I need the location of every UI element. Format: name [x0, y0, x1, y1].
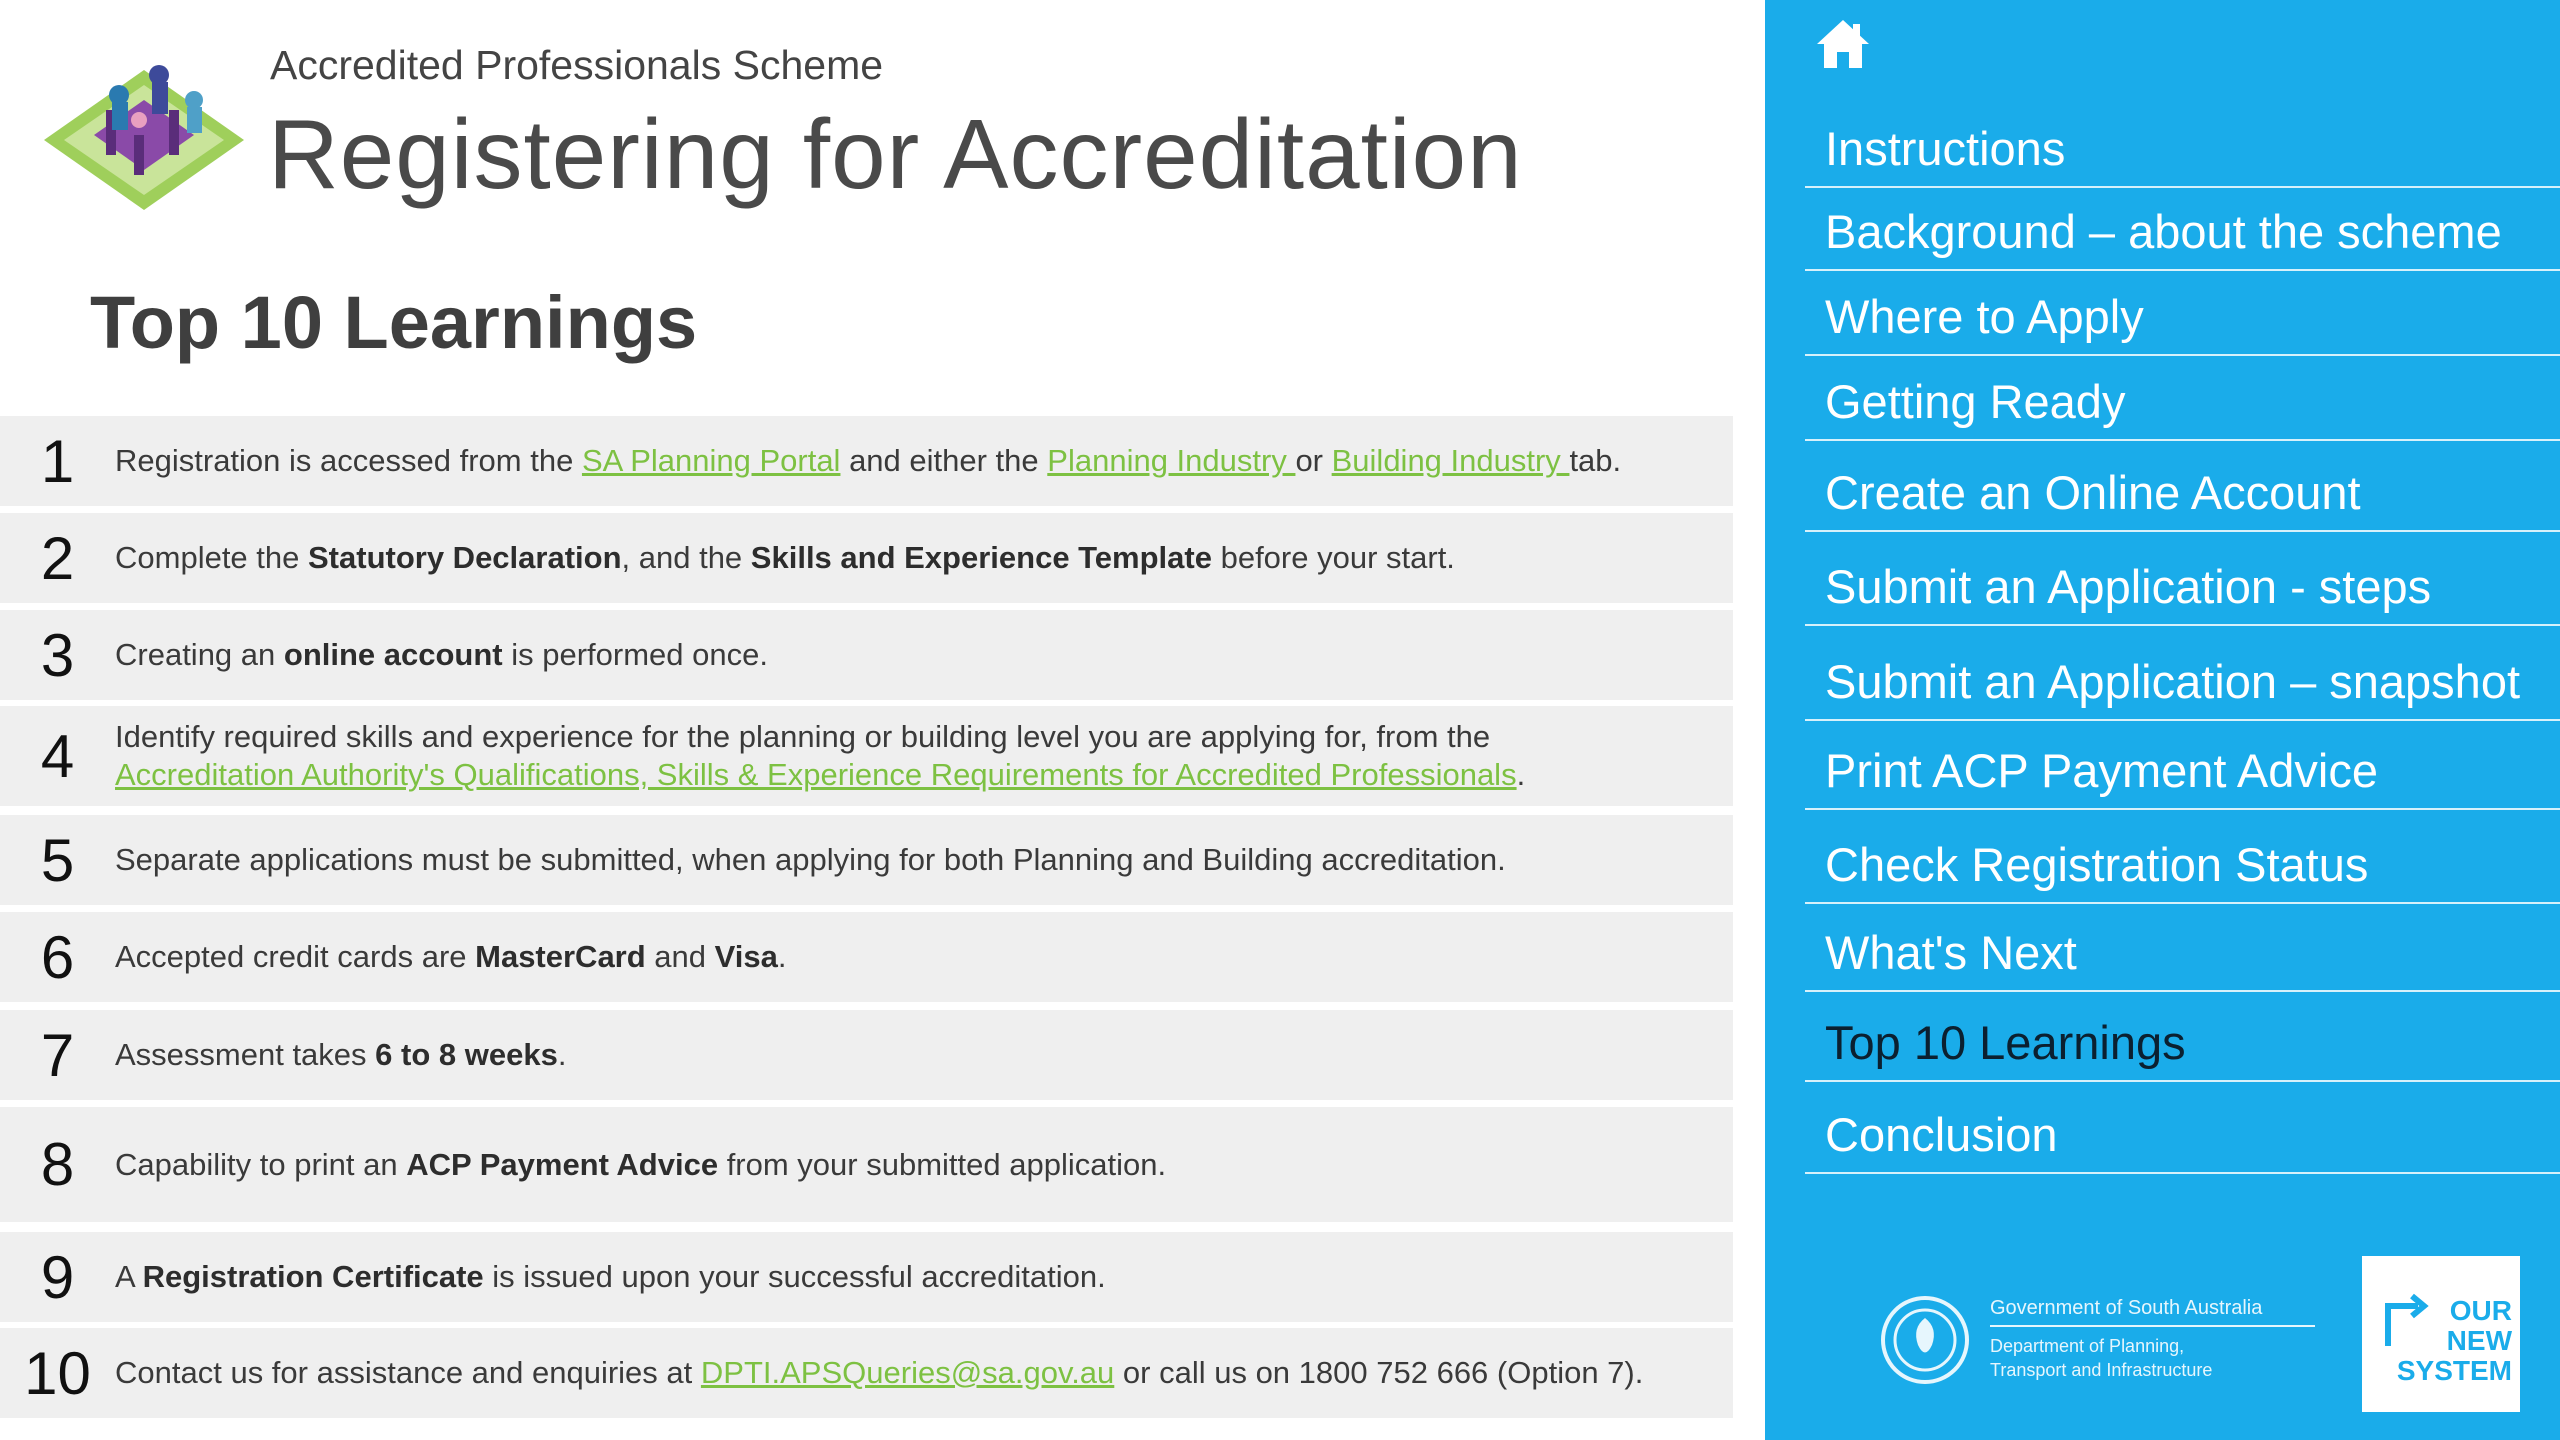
- nav-item[interactable]: [1805, 625, 2560, 721]
- section-title: Top 10 Learnings: [90, 281, 698, 364]
- learning-row: [0, 815, 1733, 905]
- learning-link[interactable]: SA Planning Portal: [581, 443, 841, 478]
- learning-text-segment: A: [115, 1259, 143, 1294]
- learning-link[interactable]: Building Industry: [1331, 443, 1570, 478]
- learning-text-segment: .: [1516, 757, 1526, 792]
- learning-text: [115, 1354, 1643, 1392]
- nav-item[interactable]: [1805, 530, 2560, 626]
- learning-emphasis: online account: [283, 637, 503, 672]
- learning-text-segment: Contact us for assistance and enquiries at: [115, 1355, 701, 1390]
- gov-line3: Transport and Infrastructure: [1990, 1360, 2213, 1380]
- our-new-system-logo: [2362, 1256, 2520, 1412]
- learning-text-segment: Separate applications must be submitted, when applying for both Planning and Building accreditation.: [115, 842, 1506, 877]
- nav-item[interactable]: [1805, 270, 2560, 356]
- nav-item-label: Submit an Application - steps: [1825, 560, 2432, 613]
- nav-item[interactable]: [1805, 355, 2560, 441]
- learning-number: 7: [40, 1021, 75, 1089]
- nav-item[interactable]: [1805, 808, 2560, 904]
- gov-line1: Government of South Australia: [1990, 1297, 2263, 1319]
- nav-item-label: Background – about the scheme: [1825, 205, 2502, 258]
- learning-number: 5: [40, 826, 75, 894]
- learning-row: [0, 706, 1733, 806]
- ons-line1: OUR: [2449, 1295, 2512, 1326]
- nav-item[interactable]: [1805, 1082, 2560, 1174]
- learning-emphasis: 6 to 8 weeks: [375, 1037, 558, 1072]
- learning-text: [115, 841, 1506, 879]
- learning-text-segment: tab.: [1569, 443, 1622, 478]
- learning-text-segment: is issued upon your successful accreditation.: [483, 1259, 1106, 1294]
- learning-text-segment: Creating an: [115, 637, 284, 672]
- home-icon[interactable]: [1813, 16, 1873, 72]
- learning-text: [115, 636, 768, 674]
- learning-row: [0, 610, 1733, 700]
- learning-text-segment: , and the: [621, 540, 751, 575]
- learning-row: [0, 1010, 1733, 1100]
- learning-text-segment: Identify required skills and experience for the planning or building level you are applying for, from the: [115, 719, 1491, 754]
- learning-text: [115, 442, 1621, 480]
- learning-number: 1: [40, 427, 75, 495]
- nav-item-label: Where to Apply: [1825, 290, 2144, 343]
- learning-emphasis: Skills and Experience Template: [750, 540, 1212, 575]
- nav-item-label: Print ACP Payment Advice: [1825, 744, 2378, 797]
- learning-text: [115, 1258, 1106, 1296]
- nav-item[interactable]: [1805, 110, 2560, 188]
- learning-text-segment: and either the: [840, 443, 1048, 478]
- learning-emphasis: ACP Payment Advice: [406, 1146, 719, 1182]
- learning-text-segment: .: [777, 939, 787, 974]
- learning-text-segment: or: [1295, 443, 1332, 478]
- learning-text-segment: .: [557, 1037, 567, 1072]
- learning-number: 3: [40, 621, 75, 689]
- learning-text: [115, 718, 1525, 794]
- nav-item[interactable]: [1805, 900, 2560, 992]
- learning-link[interactable]: DPTI.APSQueries@sa.gov.au: [700, 1355, 1115, 1390]
- ons-line2: NEW: [2446, 1325, 2512, 1356]
- learning-number: 9: [40, 1243, 75, 1311]
- nav-item-label: Getting Ready: [1825, 375, 2126, 428]
- nav-item-label: Submit an Application – snapshot: [1825, 655, 2521, 708]
- learning-text-segment: is performed once.: [502, 637, 768, 672]
- learning-number: 2: [40, 524, 75, 592]
- learning-emphasis: MasterCard: [475, 939, 646, 974]
- learning-text-segment: and: [645, 939, 715, 974]
- nav-item-label: Check Registration Status: [1825, 838, 2369, 891]
- learning-text-segment: or call us on 1800 752 666 (Option 7).: [1114, 1355, 1644, 1390]
- learning-text-segment: Capability to print an: [115, 1146, 407, 1182]
- learning-text: [115, 1146, 1166, 1184]
- scheme-name: Accredited Professionals Scheme: [270, 42, 884, 88]
- learning-number: 4: [40, 722, 75, 790]
- government-logo: [1880, 1290, 2320, 1390]
- learning-row: [0, 513, 1733, 603]
- nav-item[interactable]: [1805, 990, 2560, 1082]
- nav-item[interactable]: [1805, 185, 2560, 271]
- learning-link[interactable]: Planning Industry: [1047, 443, 1296, 478]
- ons-line3: SYSTEM: [2396, 1355, 2512, 1386]
- learning-text-segment: Assessment takes: [115, 1037, 376, 1072]
- learning-text-segment: from your submitted application.: [718, 1146, 1167, 1182]
- nav-item[interactable]: [1805, 718, 2560, 810]
- gov-line2: Department of Planning,: [1990, 1336, 2185, 1356]
- nav-item[interactable]: [1805, 440, 2560, 532]
- nav-item-label: Top 10 Learnings: [1825, 1016, 2186, 1069]
- learning-text: [115, 539, 1455, 577]
- learning-text-segment: Registration is accessed from the: [115, 443, 582, 478]
- learning-text-segment: Accepted credit cards are: [115, 939, 476, 974]
- learning-text-segment: Complete the: [115, 540, 308, 575]
- learning-row: [0, 1232, 1733, 1322]
- learning-emphasis: Visa: [714, 939, 778, 974]
- learning-number: 6: [40, 923, 75, 991]
- learning-number: 8: [40, 1131, 75, 1198]
- page-title: Registering for Accreditation: [268, 99, 1523, 209]
- learning-row: [0, 1107, 1733, 1222]
- nav-item-label: Conclusion: [1825, 1108, 2058, 1161]
- scheme-logo: [44, 40, 244, 220]
- learning-number: 10: [24, 1339, 91, 1407]
- learning-row: [0, 1328, 1733, 1418]
- learning-text: [115, 1036, 566, 1074]
- learning-text: [115, 938, 786, 976]
- nav-item-label: Instructions: [1825, 122, 2066, 175]
- learning-row: [0, 416, 1733, 506]
- nav-item-label: What's Next: [1825, 926, 2077, 979]
- learning-emphasis: Statutory Declaration: [308, 540, 622, 575]
- learning-text-segment: before your start.: [1211, 540, 1455, 575]
- learning-link[interactable]: Accreditation Authority's Qualifications, Skills & Experience Requirements for Accredited Professionals: [115, 757, 1517, 792]
- nav-item-label: Create an Online Account: [1825, 466, 2361, 519]
- learning-row: [0, 912, 1733, 1002]
- learning-emphasis: Registration Certificate: [142, 1259, 484, 1294]
